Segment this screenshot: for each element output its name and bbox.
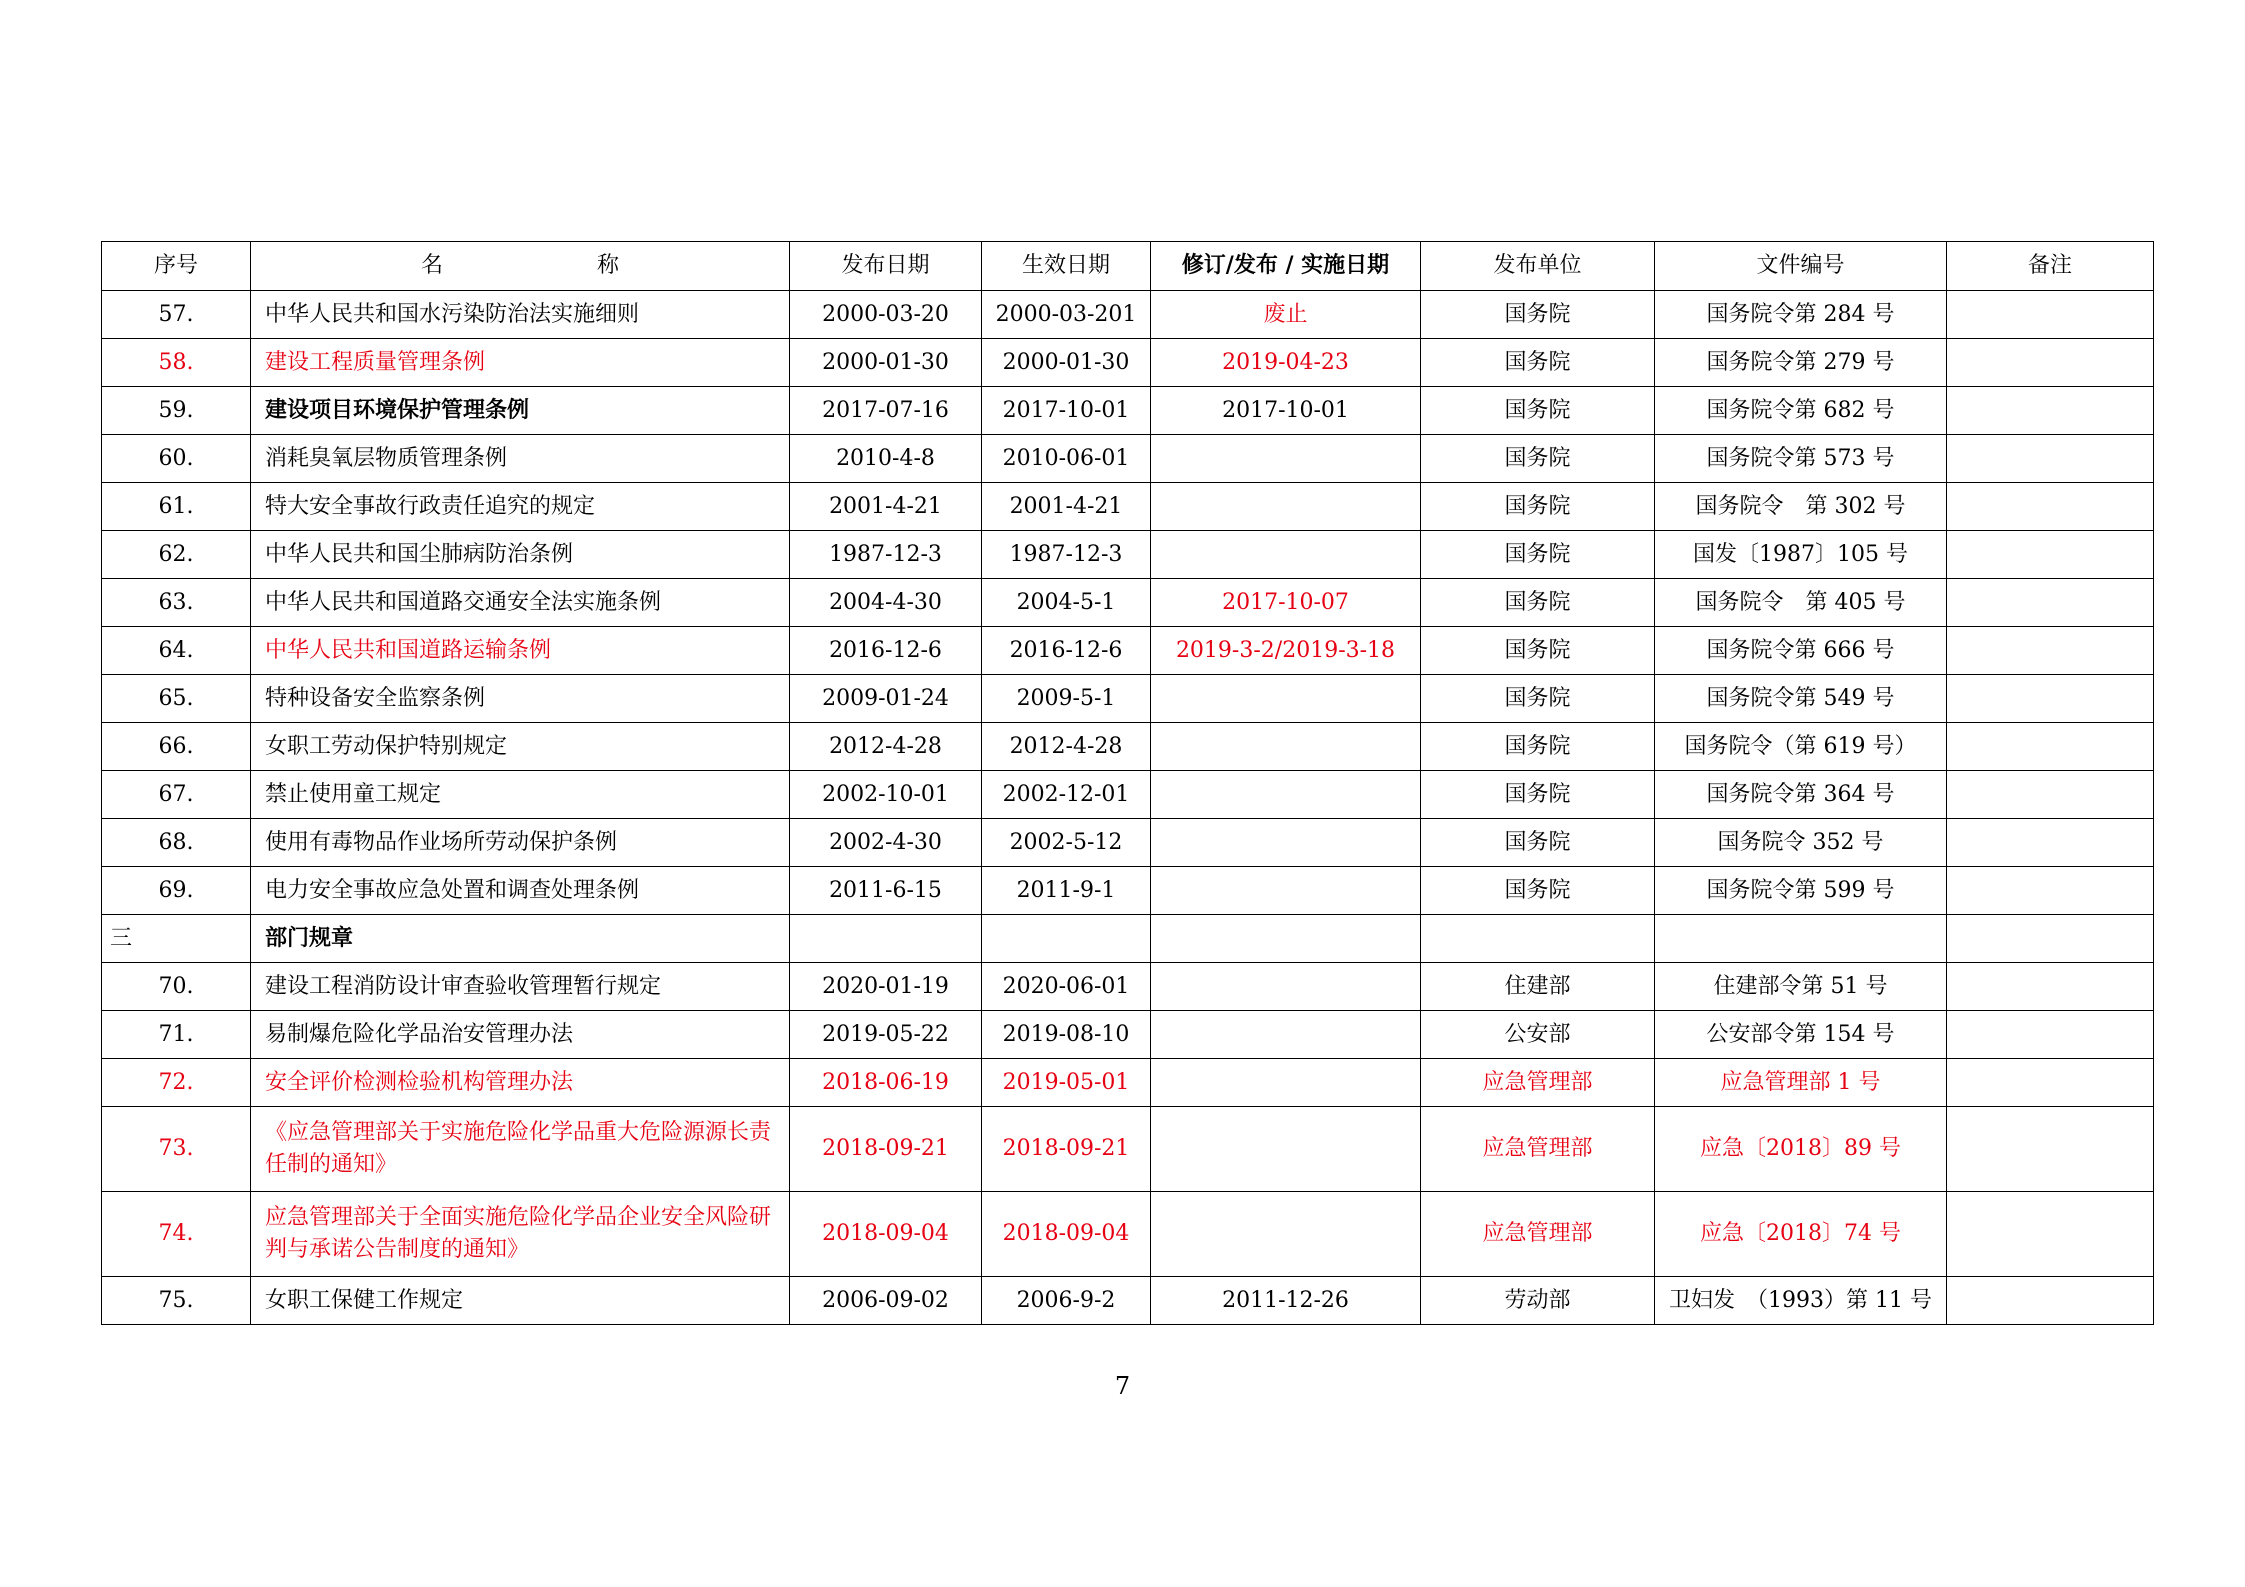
cell-issuer: 应急管理部	[1421, 1192, 1655, 1277]
cell-document-number: 国务院令第 599 号	[1655, 867, 1947, 915]
cell-revision-date	[1151, 435, 1421, 483]
cell-issuer: 国务院	[1421, 291, 1655, 339]
cell-issuer	[1421, 915, 1655, 963]
cell-name: 建设项目环境保护管理条例	[251, 387, 790, 435]
cell-revision-date	[1151, 963, 1421, 1011]
cell-effective-date: 2019-08-10	[982, 1011, 1151, 1059]
cell-remarks	[1947, 627, 2154, 675]
cell-effective-date: 2001-4-21	[982, 483, 1151, 531]
cell-remarks	[1947, 339, 2154, 387]
cell-effective-date: 2002-5-12	[982, 819, 1151, 867]
cell-revision-date: 2019-3-2/2019-3-18	[1151, 627, 1421, 675]
cell-revision-date: 2019-04-23	[1151, 339, 1421, 387]
cell-revision-date: 2011-12-26	[1151, 1277, 1421, 1325]
cell-remarks	[1947, 1011, 2154, 1059]
cell-publish-date: 2018-06-19	[790, 1059, 982, 1107]
cell-publish-date: 2020-01-19	[790, 963, 982, 1011]
cell-remarks	[1947, 1277, 2154, 1325]
cell-effective-date: 2000-03-201	[982, 291, 1151, 339]
cell-document-number: 公安部令第 154 号	[1655, 1011, 1947, 1059]
cell-effective-date: 2017-10-01	[982, 387, 1151, 435]
cell-issuer: 国务院	[1421, 435, 1655, 483]
cell-serial: 64.	[102, 627, 251, 675]
cell-issuer: 国务院	[1421, 867, 1655, 915]
cell-serial: 67.	[102, 771, 251, 819]
cell-issuer: 国务院	[1421, 771, 1655, 819]
cell-publish-date: 2012-4-28	[790, 723, 982, 771]
cell-revision-date: 2017-10-01	[1151, 387, 1421, 435]
header-remarks: 备注	[1947, 242, 2154, 291]
cell-effective-date: 2018-09-04	[982, 1192, 1151, 1277]
table-header-row	[102, 242, 2154, 291]
cell-publish-date: 2017-07-16	[790, 387, 982, 435]
cell-effective-date: 2000-01-30	[982, 339, 1151, 387]
cell-document-number: 国务院令第 682 号	[1655, 387, 1947, 435]
cell-publish-date: 2016-12-6	[790, 627, 982, 675]
cell-serial: 70.	[102, 963, 251, 1011]
cell-effective-date: 2018-09-21	[982, 1107, 1151, 1192]
cell-document-number: 国发〔1987〕105 号	[1655, 531, 1947, 579]
cell-name: 安全评价检测检验机构管理办法	[251, 1059, 790, 1107]
cell-publish-date: 2001-4-21	[790, 483, 982, 531]
cell-serial: 65.	[102, 675, 251, 723]
cell-publish-date: 2000-03-20	[790, 291, 982, 339]
cell-remarks	[1947, 387, 2154, 435]
cell-effective-date: 2016-12-6	[982, 627, 1151, 675]
cell-name: 部门规章	[251, 915, 790, 963]
cell-revision-date	[1151, 1059, 1421, 1107]
cell-publish-date: 2018-09-04	[790, 1192, 982, 1277]
cell-publish-date: 2006-09-02	[790, 1277, 982, 1325]
header-serial: 序号	[102, 242, 251, 291]
cell-revision-date	[1151, 819, 1421, 867]
cell-serial: 61.	[102, 483, 251, 531]
table-row	[102, 771, 2154, 819]
cell-remarks	[1947, 1059, 2154, 1107]
cell-name: 特大安全事故行政责任追究的规定	[251, 483, 790, 531]
table-body	[102, 291, 2154, 1325]
cell-effective-date: 2019-05-01	[982, 1059, 1151, 1107]
header-name: 名 称	[251, 242, 790, 291]
table-row	[102, 963, 2154, 1011]
cell-issuer: 国务院	[1421, 819, 1655, 867]
cell-effective-date: 1987-12-3	[982, 531, 1151, 579]
cell-publish-date: 2011-6-15	[790, 867, 982, 915]
cell-effective-date: 2010-06-01	[982, 435, 1151, 483]
cell-document-number: 国务院令 352 号	[1655, 819, 1947, 867]
cell-revision-date	[1151, 723, 1421, 771]
cell-effective-date: 2012-4-28	[982, 723, 1151, 771]
cell-publish-date: 2002-10-01	[790, 771, 982, 819]
cell-serial: 66.	[102, 723, 251, 771]
cell-revision-date: 2017-10-07	[1151, 579, 1421, 627]
cell-remarks	[1947, 291, 2154, 339]
table-row	[102, 435, 2154, 483]
cell-name: 应急管理部关于全面实施危险化学品企业安全风险研判与承诺公告制度的通知》	[251, 1192, 790, 1277]
cell-effective-date: 2006-9-2	[982, 1277, 1151, 1325]
table-row	[102, 531, 2154, 579]
cell-document-number	[1655, 915, 1947, 963]
cell-issuer: 住建部	[1421, 963, 1655, 1011]
header-publish-date: 发布日期	[790, 242, 982, 291]
cell-issuer: 国务院	[1421, 531, 1655, 579]
cell-issuer: 国务院	[1421, 483, 1655, 531]
page-number: 7	[1114, 1372, 1131, 1400]
cell-issuer: 国务院	[1421, 387, 1655, 435]
table-row	[102, 867, 2154, 915]
cell-issuer: 劳动部	[1421, 1277, 1655, 1325]
section-row	[102, 915, 2154, 963]
cell-effective-date: 2011-9-1	[982, 867, 1151, 915]
cell-name: 中华人民共和国道路交通安全法实施条例	[251, 579, 790, 627]
cell-publish-date: 2019-05-22	[790, 1011, 982, 1059]
table-row	[102, 1059, 2154, 1107]
cell-revision-date	[1151, 483, 1421, 531]
cell-revision-date	[1151, 531, 1421, 579]
table-row	[102, 579, 2154, 627]
cell-publish-date: 2009-01-24	[790, 675, 982, 723]
cell-remarks	[1947, 963, 2154, 1011]
cell-document-number: 国务院令 第 405 号	[1655, 579, 1947, 627]
cell-serial: 74.	[102, 1192, 251, 1277]
cell-publish-date: 2004-4-30	[790, 579, 982, 627]
cell-remarks	[1947, 531, 2154, 579]
cell-issuer: 国务院	[1421, 723, 1655, 771]
cell-serial: 72.	[102, 1059, 251, 1107]
cell-document-number: 应急〔2018〕74 号	[1655, 1192, 1947, 1277]
cell-name: 中华人民共和国尘肺病防治条例	[251, 531, 790, 579]
cell-issuer: 国务院	[1421, 339, 1655, 387]
header-revision-date: 修订/发布 / 实施日期	[1151, 242, 1421, 291]
cell-serial: 69.	[102, 867, 251, 915]
cell-name: 易制爆危险化学品治安管理办法	[251, 1011, 790, 1059]
table-row	[102, 723, 2154, 771]
header-document-number: 文件编号	[1655, 242, 1947, 291]
cell-name: 电力安全事故应急处置和调查处理条例	[251, 867, 790, 915]
header-effective-date: 生效日期	[982, 242, 1151, 291]
table-row	[102, 291, 2154, 339]
cell-name: 禁止使用童工规定	[251, 771, 790, 819]
table-row	[102, 675, 2154, 723]
cell-revision-date: 废止	[1151, 291, 1421, 339]
cell-issuer: 国务院	[1421, 627, 1655, 675]
cell-serial: 60.	[102, 435, 251, 483]
cell-document-number: 应急管理部 1 号	[1655, 1059, 1947, 1107]
cell-document-number: 国务院令第 573 号	[1655, 435, 1947, 483]
cell-publish-date: 2010-4-8	[790, 435, 982, 483]
cell-serial: 62.	[102, 531, 251, 579]
cell-publish-date: 2018-09-21	[790, 1107, 982, 1192]
cell-remarks	[1947, 579, 2154, 627]
cell-name: 女职工劳动保护特别规定	[251, 723, 790, 771]
cell-name: 中华人民共和国水污染防治法实施细则	[251, 291, 790, 339]
table-row	[102, 1277, 2154, 1325]
cell-issuer: 公安部	[1421, 1011, 1655, 1059]
cell-remarks	[1947, 915, 2154, 963]
cell-document-number: 住建部令第 51 号	[1655, 963, 1947, 1011]
cell-publish-date: 2002-4-30	[790, 819, 982, 867]
cell-issuer: 国务院	[1421, 579, 1655, 627]
cell-revision-date	[1151, 915, 1421, 963]
cell-issuer: 应急管理部	[1421, 1059, 1655, 1107]
table-row	[102, 339, 2154, 387]
regulations-table	[101, 241, 2154, 1325]
cell-remarks	[1947, 1192, 2154, 1277]
cell-remarks	[1947, 819, 2154, 867]
header-issuer: 发布单位	[1421, 242, 1655, 291]
table-row	[102, 627, 2154, 675]
cell-document-number: 国务院令第 284 号	[1655, 291, 1947, 339]
table-row	[102, 483, 2154, 531]
cell-remarks	[1947, 867, 2154, 915]
cell-document-number: 国务院令 第 302 号	[1655, 483, 1947, 531]
cell-publish-date: 2000-01-30	[790, 339, 982, 387]
cell-effective-date: 2020-06-01	[982, 963, 1151, 1011]
table-row	[102, 387, 2154, 435]
cell-name: 建设工程质量管理条例	[251, 339, 790, 387]
cell-name: 特种设备安全监察条例	[251, 675, 790, 723]
cell-remarks	[1947, 1107, 2154, 1192]
cell-publish-date	[790, 915, 982, 963]
cell-remarks	[1947, 483, 2154, 531]
cell-issuer: 国务院	[1421, 675, 1655, 723]
cell-document-number: 国务院令第 364 号	[1655, 771, 1947, 819]
cell-serial: 57.	[102, 291, 251, 339]
cell-name: 《应急管理部关于实施危险化学品重大危险源源长责任制的通知》	[251, 1107, 790, 1192]
cell-revision-date	[1151, 867, 1421, 915]
cell-serial: 58.	[102, 339, 251, 387]
cell-name: 建设工程消防设计审查验收管理暂行规定	[251, 963, 790, 1011]
cell-serial: 63.	[102, 579, 251, 627]
cell-document-number: 卫妇发 （1993）第 11 号	[1655, 1277, 1947, 1325]
cell-remarks	[1947, 675, 2154, 723]
cell-serial: 75.	[102, 1277, 251, 1325]
cell-serial: 三	[102, 915, 251, 963]
cell-effective-date: 2002-12-01	[982, 771, 1151, 819]
cell-publish-date: 1987-12-3	[790, 531, 982, 579]
table-row	[102, 1192, 2154, 1277]
cell-remarks	[1947, 723, 2154, 771]
cell-revision-date	[1151, 1192, 1421, 1277]
table-row	[102, 819, 2154, 867]
cell-serial: 59.	[102, 387, 251, 435]
cell-document-number: 国务院令第 549 号	[1655, 675, 1947, 723]
cell-name: 女职工保健工作规定	[251, 1277, 790, 1325]
cell-document-number: 应急〔2018〕89 号	[1655, 1107, 1947, 1192]
cell-effective-date: 2004-5-1	[982, 579, 1151, 627]
cell-remarks	[1947, 435, 2154, 483]
cell-issuer: 应急管理部	[1421, 1107, 1655, 1192]
cell-document-number: 国务院令第 279 号	[1655, 339, 1947, 387]
cell-revision-date	[1151, 1107, 1421, 1192]
cell-revision-date	[1151, 675, 1421, 723]
cell-name: 中华人民共和国道路运输条例	[251, 627, 790, 675]
cell-document-number: 国务院令第 666 号	[1655, 627, 1947, 675]
cell-effective-date	[982, 915, 1151, 963]
cell-name: 使用有毒物品作业场所劳动保护条例	[251, 819, 790, 867]
cell-revision-date	[1151, 1011, 1421, 1059]
cell-revision-date	[1151, 771, 1421, 819]
cell-document-number: 国务院令（第 619 号）	[1655, 723, 1947, 771]
cell-serial: 68.	[102, 819, 251, 867]
table-row	[102, 1011, 2154, 1059]
table-row	[102, 1107, 2154, 1192]
cell-name: 消耗臭氧层物质管理条例	[251, 435, 790, 483]
cell-serial: 71.	[102, 1011, 251, 1059]
cell-remarks	[1947, 771, 2154, 819]
cell-effective-date: 2009-5-1	[982, 675, 1151, 723]
cell-serial: 73.	[102, 1107, 251, 1192]
